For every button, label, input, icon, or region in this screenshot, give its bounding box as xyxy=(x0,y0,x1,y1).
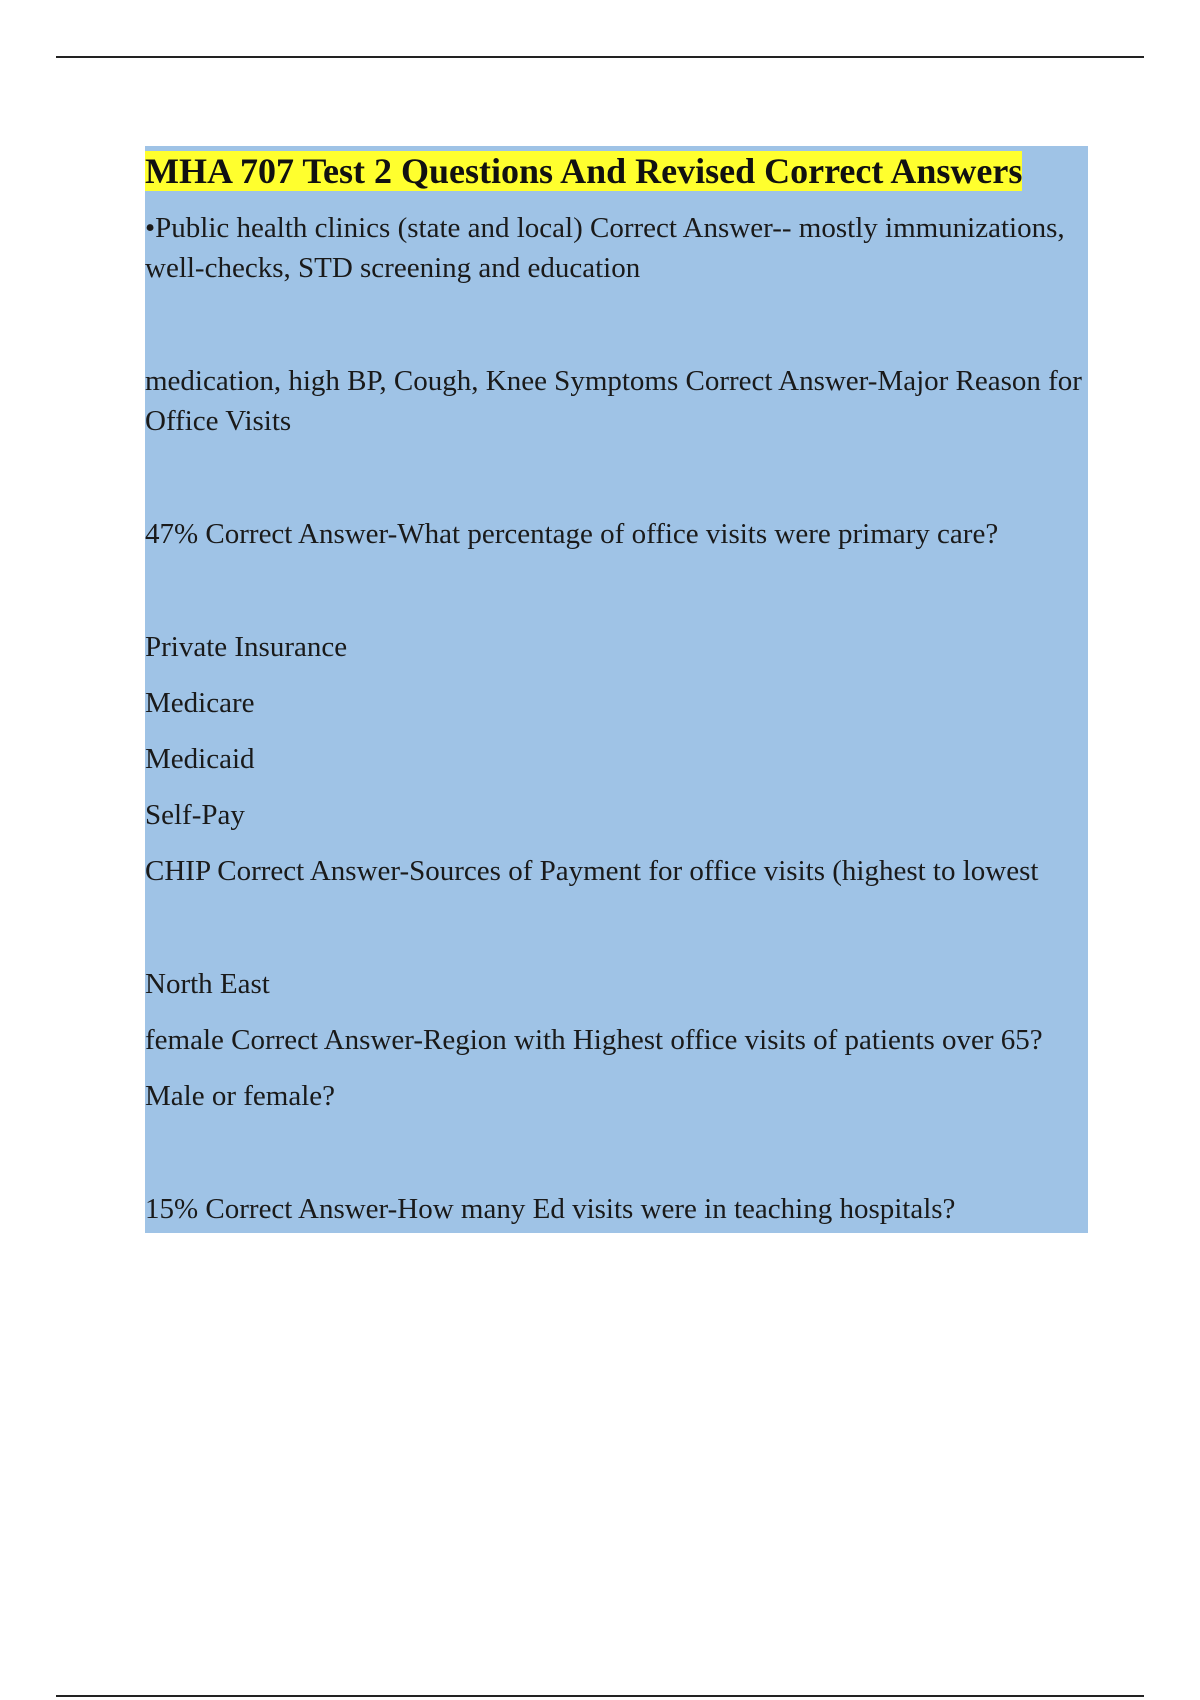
footer-rule xyxy=(56,1695,1144,1697)
header-rule xyxy=(56,56,1144,58)
title-highlight: MHA 707 Test 2 Questions And Revised Correct Answers xyxy=(145,151,1023,191)
payment-source-item: Medicare xyxy=(145,687,255,719)
document-content xyxy=(145,146,1088,1233)
qa-paragraph: CHIP Correct Answer-Sources of Payment for office visits (highest to lowest xyxy=(145,855,1039,887)
qa-paragraph: North East xyxy=(145,968,270,1000)
payment-source-item: Medicaid xyxy=(145,743,255,775)
payment-source-item: Private Insurance xyxy=(145,631,348,663)
qa-paragraph: female Correct Answer-Region with Highest office visits of patients over 65? xyxy=(145,1024,1043,1056)
qa-paragraph: •Public health clinics (state and local) Correct Answer-- mostly immunizations, well-checks, STD screening and education xyxy=(145,212,1065,284)
qa-paragraph: 47% Correct Answer-What percentage of office visits were primary care? xyxy=(145,518,999,550)
document-title xyxy=(145,146,1088,196)
payment-source-item: Self-Pay xyxy=(145,799,245,831)
qa-paragraph: Male or female? xyxy=(145,1080,336,1112)
qa-paragraph: 15% Correct Answer-How many Ed visits were in teaching hospitals? xyxy=(145,1193,956,1225)
qa-paragraph: medication, high BP, Cough, Knee Symptoms Correct Answer-Major Reason for Office Visits xyxy=(145,365,1082,437)
